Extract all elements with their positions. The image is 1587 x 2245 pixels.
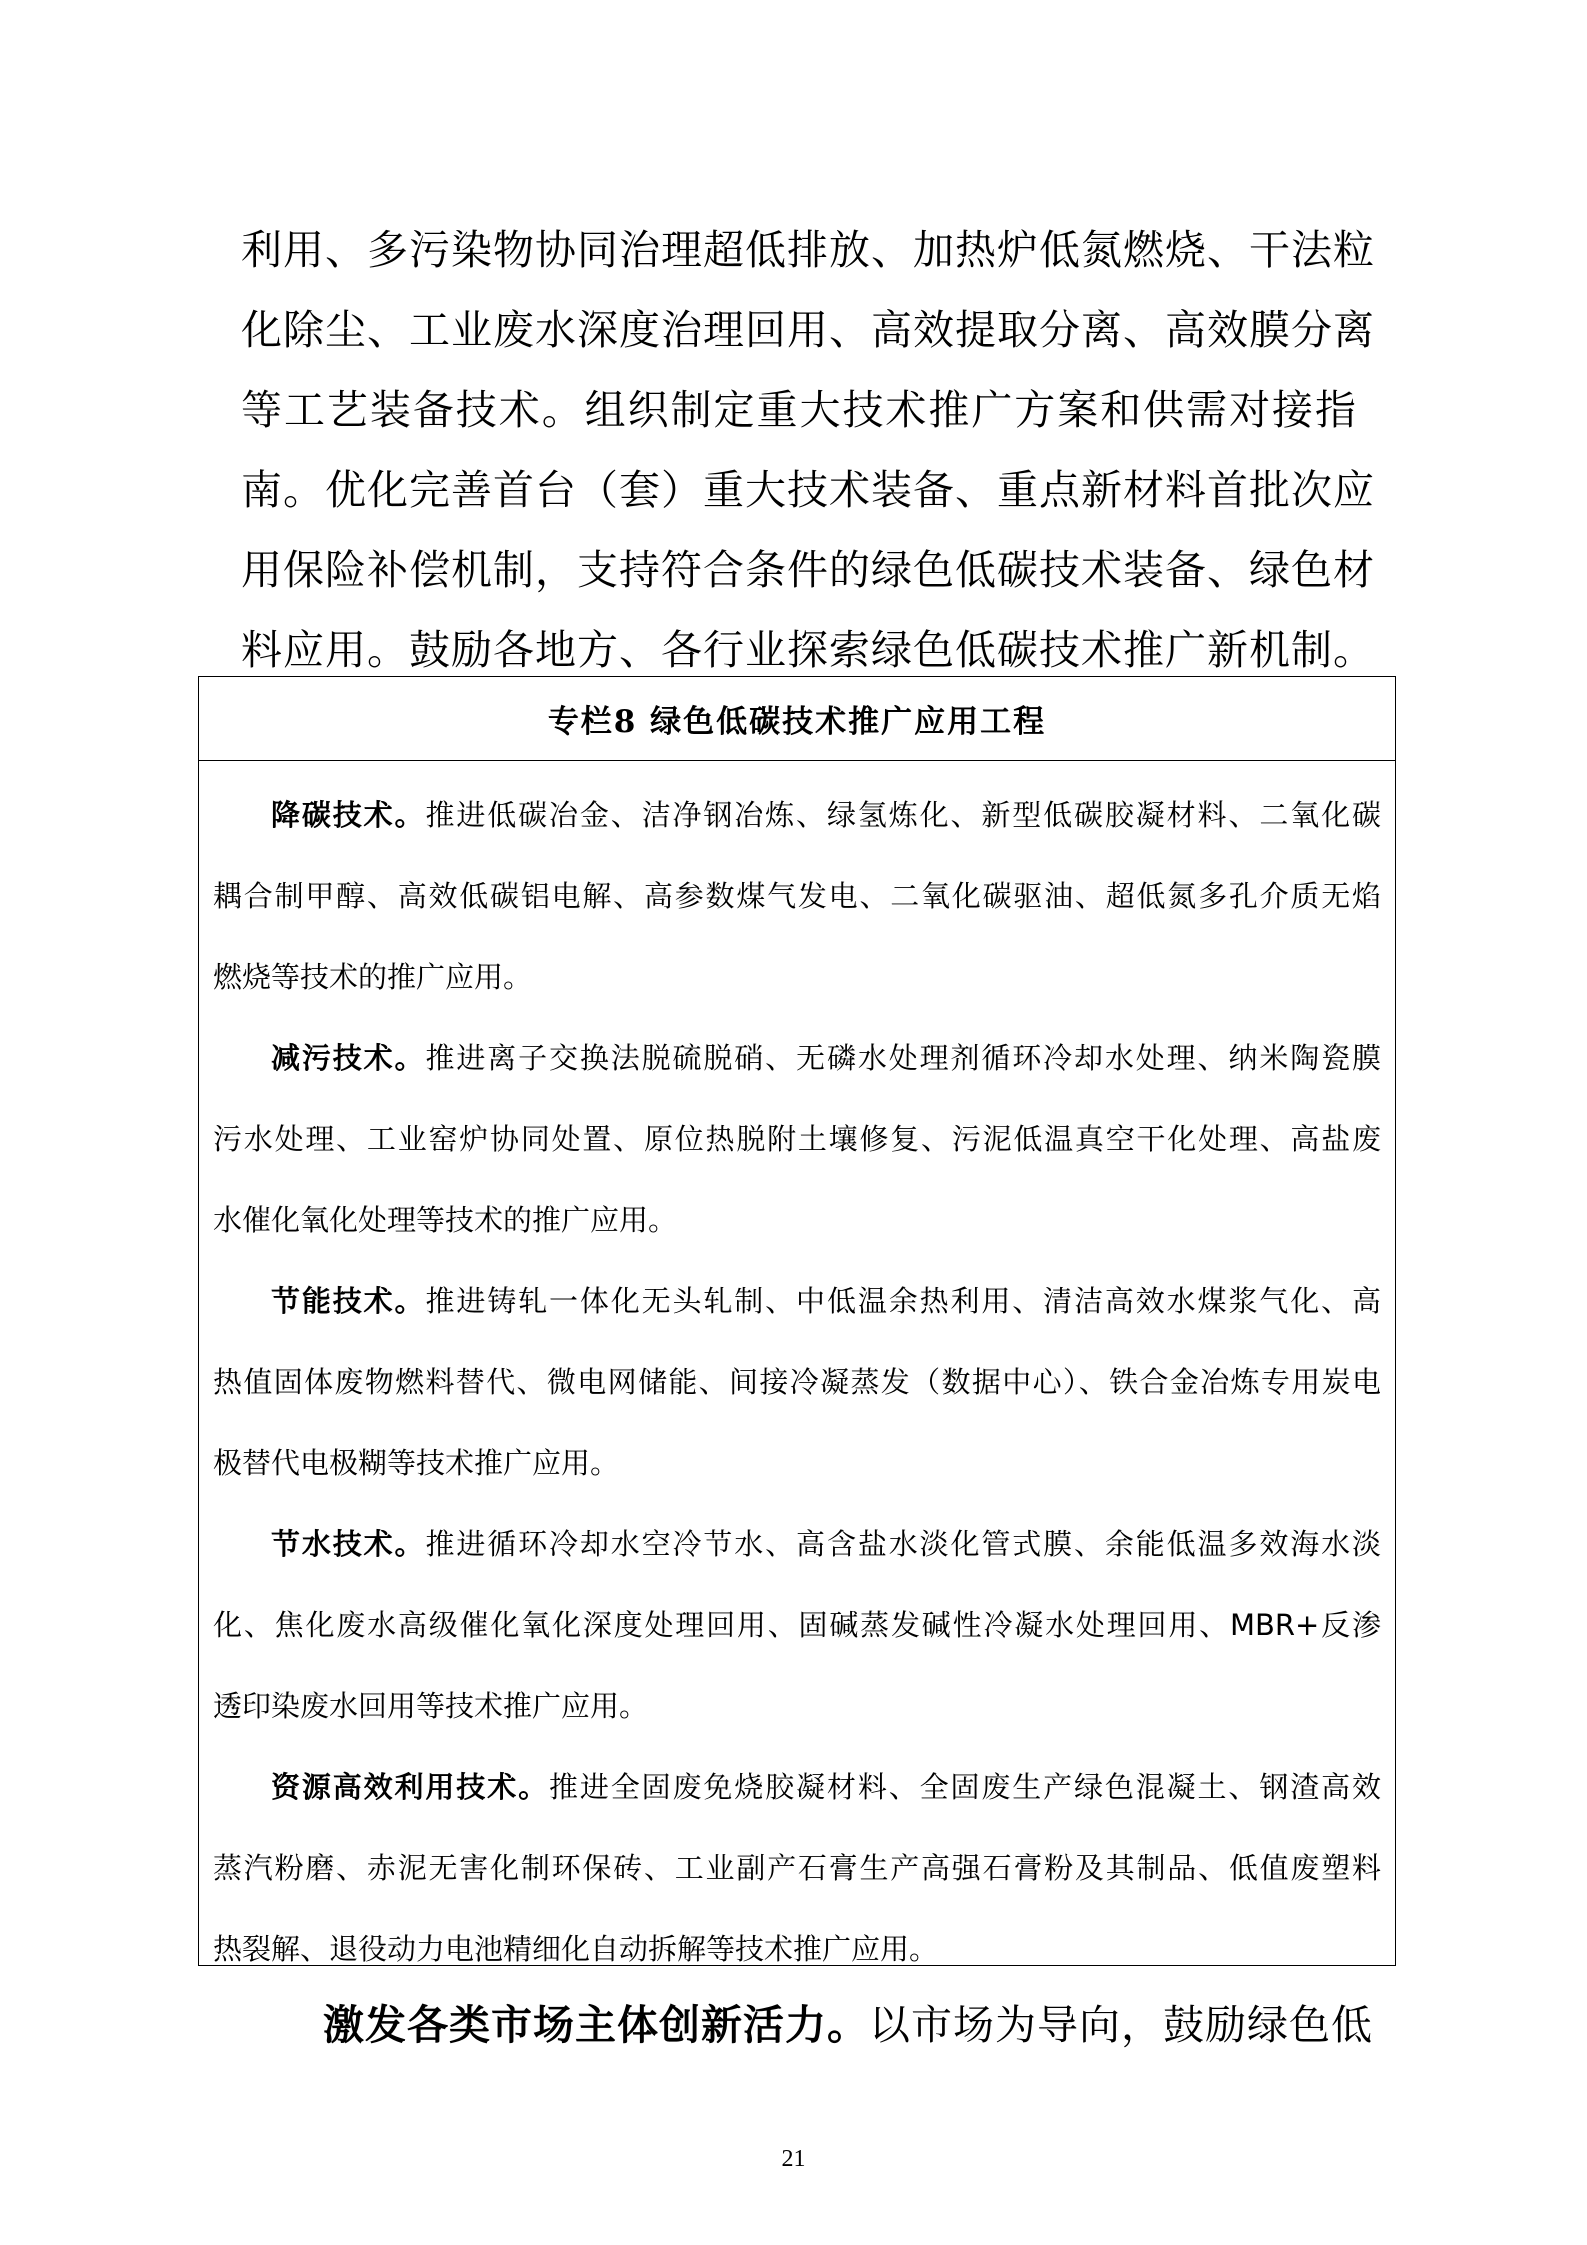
intro-line: 用保险补偿机制，支持符合条件的绿色低碳技术装备、绿色材 <box>241 546 1375 594</box>
item-line: 化、焦化废水高级催化氧化深度处理回用、固碱蒸发碱性冷凝水处理回用、MBR+反渗 <box>213 1608 1381 1642</box>
following-paragraph <box>241 1985 1373 2065</box>
item-line: 燃烧等技术的推广应用。 <box>213 960 533 994</box>
tech-item-pollution-reduction <box>213 1018 1381 1261</box>
intro-line: 等工艺装备技术。组织制定重大技术推广方案和供需对接指 <box>241 386 1357 434</box>
column-body <box>199 761 1395 1990</box>
item-line: 水催化氧化处理等技术的推广应用。 <box>213 1203 678 1237</box>
paragraph-text: 以市场为导向，鼓励绿色低 <box>869 2001 1373 2049</box>
item-heading: 降碳技术。 <box>271 798 426 832</box>
tech-item-water-saving <box>213 1504 1381 1747</box>
item-line: 透印染废水回用等技术推广应用。 <box>213 1689 649 1723</box>
intro-line: 料应用。鼓励各地方、各行业探索绿色低碳技术推广新机制。 <box>241 626 1375 674</box>
item-heading: 节能技术。 <box>271 1284 426 1318</box>
item-heading: 资源高效利用技术。 <box>271 1770 549 1804</box>
item-line: 极替代电极糊等技术推广应用。 <box>213 1446 620 1480</box>
item-line: 耦合制甲醇、高效低碳铝电解、高参数煤气发电、二氧化碳驱油、超低氮多孔介质无焰 <box>213 879 1381 913</box>
tech-item-energy-saving <box>213 1261 1381 1504</box>
intro-line: 化除尘、工业废水深度治理回用、高效提取分离、高效膜分离 <box>241 306 1375 354</box>
item-line: 节水技术。推进循环冷却水空冷节水、高含盐水淡化管式膜、余能低温多效海水淡 <box>271 1527 1381 1561</box>
item-line: 热值固体废物燃料替代、微电网储能、间接冷凝蒸发（数据中心）、铁合金冶炼专用炭电 <box>213 1365 1381 1399</box>
item-line: 资源高效利用技术。推进全固废免烧胶凝材料、全固废生产绿色混凝土、钢渣高效 <box>271 1770 1381 1804</box>
item-line: 蒸汽粉磨、赤泥无害化制环保砖、工业副产石膏生产高强石膏粉及其制品、低值废塑料 <box>213 1851 1381 1885</box>
intro-line: 南。优化完善首台（套）重大技术装备、重点新材料首批次应 <box>241 466 1375 514</box>
paragraph-heading: 激发各类市场主体创新活力。 <box>323 2001 869 2049</box>
column-box <box>198 676 1396 1966</box>
item-line: 污水处理、工业窑炉协同处置、原位热脱附土壤修复、污泥低温真空干化处理、高盐废 <box>213 1122 1381 1156</box>
column-title: 专栏8 绿色低碳技术推广应用工程 <box>199 677 1395 761</box>
item-heading: 节水技术。 <box>271 1527 426 1561</box>
item-heading: 减污技术。 <box>271 1041 426 1075</box>
item-line: 热裂解、退役动力电池精细化自动拆解等技术推广应用。 <box>213 1932 939 1966</box>
intro-line: 利用、多污染物协同治理超低排放、加热炉低氮燃烧、干法粒 <box>241 226 1375 274</box>
tech-item-carbon-reduction <box>213 775 1381 1018</box>
item-line: 减污技术。推进离子交换法脱硫脱硝、无磷水处理剂循环冷却水处理、纳米陶瓷膜 <box>271 1041 1381 1075</box>
intro-paragraph <box>241 210 1375 690</box>
tech-item-resource-efficiency <box>213 1747 1381 1990</box>
item-line: 降碳技术。推进低碳冶金、洁净钢冶炼、绿氢炼化、新型低碳胶凝材料、二氧化碳 <box>271 798 1381 832</box>
item-line: 节能技术。推进铸轧一体化无头轧制、中低温余热利用、清洁高效水煤浆气化、高 <box>271 1284 1381 1318</box>
page-number: 21 <box>781 2146 806 2172</box>
